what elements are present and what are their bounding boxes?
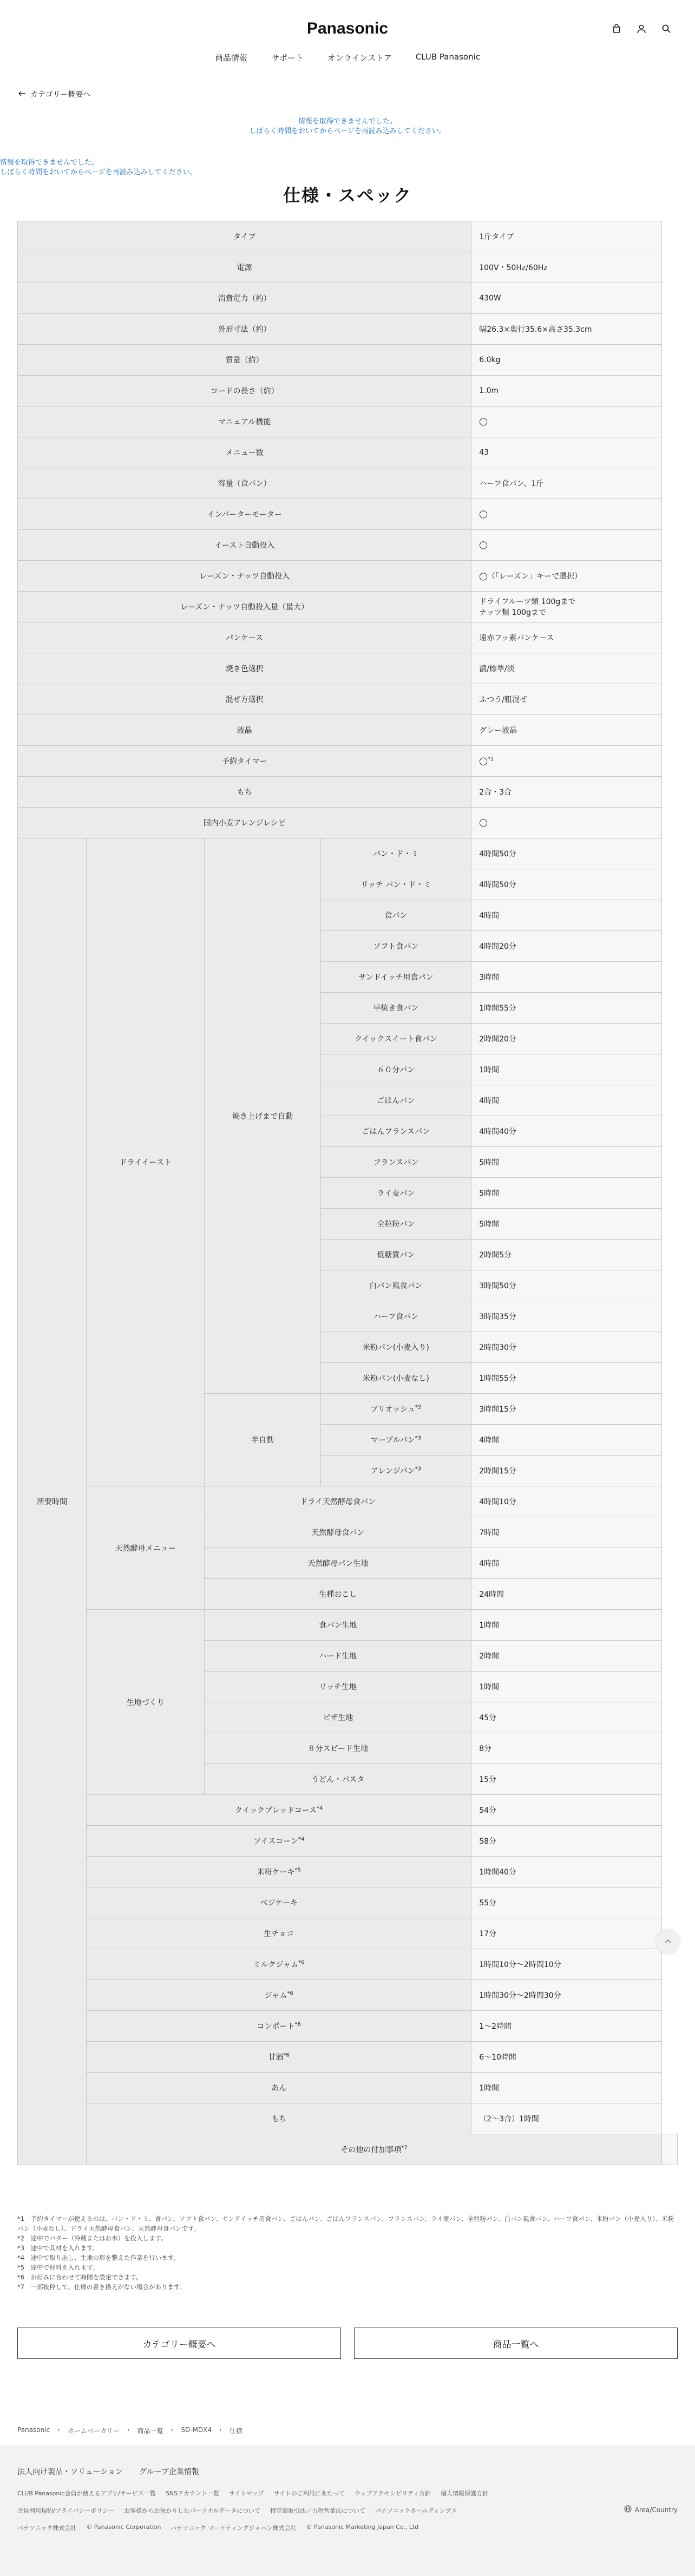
menu-time: 4時間 [471, 1425, 662, 1456]
spec-label: 混ぜ方選択 [18, 684, 471, 715]
menu-time: 2時間15分 [471, 1456, 662, 1486]
menu-time: 3時間50分 [471, 1270, 662, 1301]
spec-value [471, 592, 662, 622]
menu-name: リッチ生地 [205, 1672, 471, 1702]
spec-value: ◯ [471, 530, 662, 561]
table-row [18, 561, 678, 592]
spec-label: 焼き色選択 [18, 653, 471, 684]
spec-value: 1斤タイプ [471, 221, 662, 252]
breadcrumb-item[interactable]: 商品一覧 [137, 2427, 163, 2435]
category-overview-button[interactable]: カテゴリー概要へ [17, 2328, 341, 2359]
arrow-left-icon [18, 90, 26, 99]
table-row [18, 592, 678, 622]
menu-time: 1時間 [471, 1672, 662, 1702]
spec-value: 43 [471, 437, 662, 468]
menu-name: 米粉パン(小麦なし) [320, 1363, 471, 1394]
menu-time: 1〜2時間 [471, 2011, 662, 2042]
menu-name: 米粉パン(小麦入り) [320, 1332, 471, 1363]
menu-name: フランスパン [320, 1147, 471, 1178]
menu-name-text: クイックブレッドコース [234, 1806, 317, 1815]
menu-name-text: アレンジパン [370, 1467, 415, 1476]
footnote-mark: *6 [294, 2021, 301, 2028]
spec-value: 6.0kg [471, 345, 662, 376]
footer-link[interactable]: グループ企業情報 [139, 2468, 199, 2476]
table-row [18, 468, 678, 499]
footer-link[interactable]: 法人向け製品・ソリューション [17, 2468, 123, 2476]
breadcrumb-item[interactable]: SD-MDX4 [181, 2426, 212, 2434]
nav-products[interactable]: 商品情報 [215, 53, 248, 63]
table-row [18, 746, 678, 777]
footnote-mark: *6 [283, 2052, 290, 2059]
table-row [18, 1918, 678, 1949]
menu-time: 4時間20分 [471, 931, 662, 962]
footer-link[interactable]: 特定商取引法／古物営業法について [270, 2507, 365, 2514]
menu-time: 5時間 [471, 1209, 662, 1240]
page-title: 仕様・スペック [283, 185, 412, 206]
table-row [18, 314, 678, 345]
menu-name-text: ソイスコーン [253, 1837, 298, 1846]
menu-name: 早焼き食パン [320, 993, 471, 1024]
menu-name: 全粒粉パン [320, 1209, 471, 1240]
footnote: *2 途中でバター（冷蔵またはお米）を投入します。 [17, 2234, 167, 2242]
spec-value-line2: ナッツ類 100gまで [479, 608, 546, 617]
menu-time: 8分 [471, 1733, 662, 1764]
spec-value [662, 2134, 678, 2165]
menu-time: （2〜3合）1時間 [471, 2103, 662, 2134]
time-section-label: 所要時間 [18, 838, 87, 2165]
table-row [18, 715, 678, 746]
table-row [18, 407, 678, 437]
spec-label: 消費電力（約） [18, 283, 471, 314]
back-to-category-link[interactable] [18, 89, 90, 100]
spec-value-line1: ドライフルーツ類 100gまで [479, 598, 576, 606]
menu-name: パン・ド・ミ [320, 838, 471, 869]
menu-name: ごはんパン [320, 1085, 471, 1116]
table-row [18, 622, 678, 653]
table-row [18, 1610, 678, 1641]
table-row [18, 283, 678, 314]
table-row [18, 221, 678, 252]
menu-time: 2時間5分 [471, 1240, 662, 1270]
copyright: © Panasonic Marketing Japan Co., Ltd [306, 2523, 419, 2531]
menu-name: ピザ生地 [205, 1702, 471, 1733]
error-notice-line2: しばらく時間をおいてからページを再読み込みしてください。 [249, 127, 446, 135]
menu-time: 4時間10分 [471, 1486, 662, 1517]
spec-value: ◯（「レーズン」キーで選択） [471, 561, 662, 592]
menu-name [320, 1425, 471, 1456]
footnote-mark: *7 [401, 2145, 408, 2151]
breadcrumb-separator: › [171, 2426, 174, 2434]
table-row [18, 2103, 678, 2134]
menu-time: 1時間 [471, 1054, 662, 1085]
menu-name: うどん・パスタ [205, 1764, 471, 1795]
semi-auto-label: 半自動 [205, 1394, 320, 1486]
footer-links-row [17, 2506, 457, 2515]
spec-label: 容量（食パン） [18, 468, 471, 499]
menu-name-text: 甘酒 [268, 2053, 284, 2062]
spec-label: 予約タイマー [18, 746, 471, 777]
spec-value: ◯ [471, 407, 662, 437]
menu-name-text: ジャム [264, 1991, 287, 2000]
search-icon[interactable] [661, 24, 671, 34]
footnote: *4 途中で取り出し、生地の形を整えた作業を行います。 [17, 2254, 180, 2262]
menu-time: 2時間20分 [471, 1024, 662, 1054]
spec-value: 幅26.3×奥行35.6×高さ35.3cm [471, 314, 662, 345]
menu-name [87, 2042, 471, 2073]
menu-name: ソフト食パン [320, 931, 471, 962]
menu-time: 1時間40分 [471, 1857, 662, 1887]
table-row [18, 252, 678, 283]
footnote-mark: *3 [415, 1466, 421, 1472]
scroll-to-top-button[interactable] [656, 1930, 680, 1954]
menu-name: ハーフ食パン [320, 1301, 471, 1332]
menu-time: 45分 [471, 1702, 662, 1733]
table-row [18, 1887, 678, 1918]
footer-link[interactable]: ウェブアクセシビリティ方針 [354, 2490, 431, 2497]
table-row [18, 1857, 678, 1887]
table-row [18, 1980, 678, 2011]
spec-value: 100V・50Hz/60Hz [471, 252, 662, 283]
footnote-mark: *2 [415, 1404, 422, 1411]
menu-time: 3時間35分 [471, 1301, 662, 1332]
site-header [0, 0, 695, 52]
table-row [18, 499, 678, 530]
dry-yeast-label: ドライイースト [87, 838, 205, 1486]
natural-yeast-label: 天然酵母メニュー [87, 1486, 205, 1610]
menu-name: あん [87, 2073, 471, 2103]
footnote-mark: *6 [298, 1959, 305, 1966]
menu-name: ８分スピード生地 [205, 1733, 471, 1764]
menu-name: ドライ天然酵母食パン [205, 1486, 471, 1517]
breadcrumb-separator: › [127, 2426, 130, 2434]
spec-value: 2合・3合 [471, 777, 662, 808]
footnote: *7 一部抜粋して、仕様の書き換えがない場合があります。 [17, 2283, 186, 2291]
spec-label: レーズン・ナッツ自動投入 [18, 561, 471, 592]
site-footer [0, 2446, 695, 2576]
breadcrumb-separator: › [219, 2426, 222, 2434]
spec-label: イースト自動投入 [18, 530, 471, 561]
footnote: *6 お好みに合わせて時間を設定できます。 [17, 2273, 142, 2281]
back-link-label: カテゴリー概要へ [30, 90, 91, 99]
menu-time: 6〜10時間 [471, 2042, 662, 2073]
footnote: *1 予約タイマーが使えるのは、パン・ド・ミ、食パン、ソフト食パン、サンドイッチ用食パン、ごはんパン、ごはんフランスパン、フランスパン、ライ麦パン、全粒粉パン、白パン風食パン、ハーフ食パン、米粉パン（小麦入り）、米粉パン（小麦なし）、ドライ天然酵母食パン、天然酵母食パンです。 [17, 2215, 674, 2232]
spec-value: 遠赤フッ素パンケース [471, 622, 662, 653]
menu-time: 4時間50分 [471, 838, 662, 869]
spec-label: 電源 [18, 252, 471, 283]
menu-name [87, 1980, 471, 2011]
menu-name [320, 1456, 471, 1486]
menu-time: 24時間 [471, 1579, 662, 1610]
menu-name: サンドイッチ用食パン [320, 962, 471, 993]
footer-link[interactable]: サイトマップ [228, 2490, 264, 2497]
footer-link[interactable]: 個人情報保護方針 [441, 2490, 489, 2497]
spec-label: タイプ [18, 221, 471, 252]
table-row [18, 1826, 678, 1857]
footnote-mark: *4 [298, 1836, 305, 1843]
footer-links-row [17, 2489, 488, 2498]
dough-label: 生地づくり [87, 1610, 205, 1795]
footer-link[interactable]: パナソニックホールディングス [375, 2507, 457, 2514]
footnote-mark: *1 [487, 756, 494, 763]
menu-time: 4時間50分 [471, 869, 662, 900]
footnote: *3 途中で具材を入れます。 [17, 2244, 99, 2252]
spec-label: インバーターモーター [18, 499, 471, 530]
menu-name: 食パン生地 [205, 1610, 471, 1641]
spec-value: 430W [471, 283, 662, 314]
area-country-label: Area/Country [634, 2506, 678, 2514]
menu-name: 白パン風食パン [320, 1270, 471, 1301]
menu-name: 食パン [320, 900, 471, 931]
spec-value: ハーフ食パン、1斤 [471, 468, 662, 499]
footnotes [17, 2214, 678, 2292]
spec-label: レーズン・ナッツ自動投入量（最大） [18, 592, 471, 622]
menu-time: 5時間 [471, 1178, 662, 1209]
menu-name: ハード生地 [205, 1641, 471, 1672]
spec-label: コードの長さ（約） [18, 376, 471, 407]
breadcrumb-item[interactable]: Panasonic [17, 2426, 50, 2434]
globe-icon [624, 2505, 632, 2514]
spec-label [87, 2134, 662, 2165]
menu-time: 1時間30分〜2時間30分 [471, 1980, 662, 2011]
auto-bake-label: 焼き上げまで自動 [205, 838, 320, 1394]
menu-name: クイックスイート食パン [320, 1024, 471, 1054]
nav-online-store[interactable]: オンラインストア [327, 53, 392, 63]
menu-name: 生チョコ [87, 1918, 471, 1949]
table-row [18, 2011, 678, 2042]
menu-name: 天然酵母パン生地 [205, 1548, 471, 1579]
spec-value-text: ◯ [479, 757, 488, 766]
spec-label: マニュアル機能 [18, 407, 471, 437]
footnote-mark: *4 [317, 1805, 323, 1812]
menu-time: 1時間10分〜2時間10分 [471, 1949, 662, 1980]
nav-support[interactable]: サポート [271, 53, 304, 63]
footnote-mark: *6 [287, 1990, 293, 1997]
spec-value: ◯ [471, 499, 662, 530]
menu-time: 58分 [471, 1826, 662, 1857]
menu-name-text: 米粉ケーキ [257, 1868, 295, 1877]
menu-name-text: ブリオッシュ [370, 1405, 416, 1414]
cart-icon[interactable] [612, 24, 621, 34]
menu-name: 生種おこし [205, 1579, 471, 1610]
menu-name: ベジケーキ [87, 1887, 471, 1918]
table-row [18, 653, 678, 684]
chevron-up-icon [656, 1930, 680, 1954]
spec-value: グレー液晶 [471, 715, 662, 746]
error-notice-line2: しばらく時間をおいてからページを再読み込みしてください。 [0, 168, 197, 176]
footer-primary-links [17, 2466, 199, 2477]
menu-time: 3時間15分 [471, 1394, 662, 1425]
footnote-mark: *3 [415, 1435, 421, 1441]
menu-name [87, 1826, 471, 1857]
menu-name-text: マーブルパン [370, 1436, 415, 1445]
menu-time: 1時間 [471, 1610, 662, 1641]
menu-time: 4時間 [471, 1085, 662, 1116]
menu-name [87, 1857, 471, 1887]
menu-time: 4時間40分 [471, 1116, 662, 1147]
table-row [18, 345, 678, 376]
menu-time: 1時間 [471, 2073, 662, 2103]
menu-time: 1時間55分 [471, 993, 662, 1024]
table-row [18, 376, 678, 407]
breadcrumb-item-current: 仕様 [229, 2427, 242, 2435]
table-row [18, 1795, 678, 1826]
menu-time: 7時間 [471, 1517, 662, 1548]
footer-link[interactable]: SNSアカウント一覧 [165, 2490, 219, 2497]
menu-name: もち [87, 2103, 471, 2134]
table-row [18, 1949, 678, 1980]
menu-time: 4時間 [471, 1548, 662, 1579]
spec-value: 濃/標準/淡 [471, 653, 662, 684]
spec-label: メニュー数 [18, 437, 471, 468]
menu-time: 15分 [471, 1764, 662, 1795]
table-row [18, 684, 678, 715]
table-row [18, 2042, 678, 2073]
menu-time: 2時間30分 [471, 1332, 662, 1363]
breadcrumb [17, 2426, 242, 2435]
footer-copyright [17, 2523, 418, 2532]
error-notice-line1: 情報を取得できませんでした。 [0, 159, 99, 167]
copyright: © Panasonic Corporation [86, 2523, 161, 2531]
footer-link[interactable]: サイトのご利用にあたって [273, 2490, 345, 2497]
table-row [18, 437, 678, 468]
menu-name: 天然酵母食パン [205, 1517, 471, 1548]
menu-name: ライ麦パン [320, 1178, 471, 1209]
footer-link[interactable]: 会員利用規約/プライバシーポリシー [17, 2507, 115, 2514]
menu-name-text: コンポート [257, 2022, 295, 2031]
footer-link[interactable]: CLUB Panasonic会員が使えるアプリ/サービス一覧 [17, 2490, 156, 2497]
spec-table [17, 221, 678, 2165]
menu-name [87, 1949, 471, 1980]
spec-label: 外形寸法（約） [18, 314, 471, 345]
spec-value: ふつう/粗混ぜ [471, 684, 662, 715]
spec-label: 国内小麦アレンジレシピ [18, 808, 471, 838]
table-row [18, 530, 678, 561]
nav-club-panasonic[interactable]: CLUB Panasonic [415, 52, 480, 62]
menu-time: 55分 [471, 1887, 662, 1918]
error-notice-line1: 情報を取得できませんでした。 [298, 117, 397, 126]
spec-label: パンケース [18, 622, 471, 653]
spec-label: 液晶 [18, 715, 471, 746]
error-notice [0, 117, 695, 136]
panasonic-logo[interactable]: Panasonic [306, 19, 389, 37]
account-icon[interactable] [637, 24, 646, 34]
menu-name [320, 1394, 471, 1425]
menu-name [87, 2011, 471, 2042]
footnote-mark: *5 [294, 1867, 301, 1873]
menu-time: 2時間 [471, 1641, 662, 1672]
header-icons [612, 24, 671, 34]
menu-name: リッチ パン・ド・ミ [320, 869, 471, 900]
menu-time: 17分 [471, 1918, 662, 1949]
spec-value: ◯ [471, 808, 662, 838]
table-row [18, 838, 678, 869]
spec-label: もち [18, 777, 471, 808]
area-country-selector[interactable] [624, 2505, 678, 2514]
menu-name: ６０分パン [320, 1054, 471, 1085]
error-notice-secondary [0, 158, 197, 178]
bottom-buttons [17, 2328, 678, 2359]
spec-label: 質量（約） [18, 345, 471, 376]
spec-label-text: その他の付加事項 [340, 2146, 402, 2154]
spec-value: 1.0m [471, 376, 662, 407]
spec-value [471, 746, 662, 777]
menu-time: 3時間 [471, 962, 662, 993]
table-row [18, 1486, 678, 1517]
global-nav [0, 52, 695, 70]
menu-time: 4時間 [471, 900, 662, 931]
company-name: パナソニック株式会社 [17, 2525, 77, 2532]
table-row [18, 2073, 678, 2103]
table-row [18, 777, 678, 808]
table-row [18, 808, 678, 838]
footer-link[interactable]: お客様からお預かりしたパーソナルデータについて [124, 2507, 260, 2514]
menu-name: ごはんフランスパン [320, 1116, 471, 1147]
product-list-button[interactable]: 商品一覧へ [354, 2328, 678, 2359]
menu-name [87, 1795, 471, 1826]
menu-time: 54分 [471, 1795, 662, 1826]
breadcrumb-item[interactable]: ホームベーカリー [67, 2427, 120, 2435]
menu-name-text: ミルクジャム [253, 1961, 299, 1969]
menu-name: 低糖質パン [320, 1240, 471, 1270]
breadcrumb-separator: › [57, 2426, 60, 2434]
table-row [18, 2134, 678, 2165]
menu-time: 5時間 [471, 1147, 662, 1178]
company-name: パナソニック マーケティングジャパン株式会社 [171, 2525, 297, 2532]
menu-time: 1時間55分 [471, 1363, 662, 1394]
footnote: *5 途中で材料を入れます。 [17, 2264, 99, 2271]
